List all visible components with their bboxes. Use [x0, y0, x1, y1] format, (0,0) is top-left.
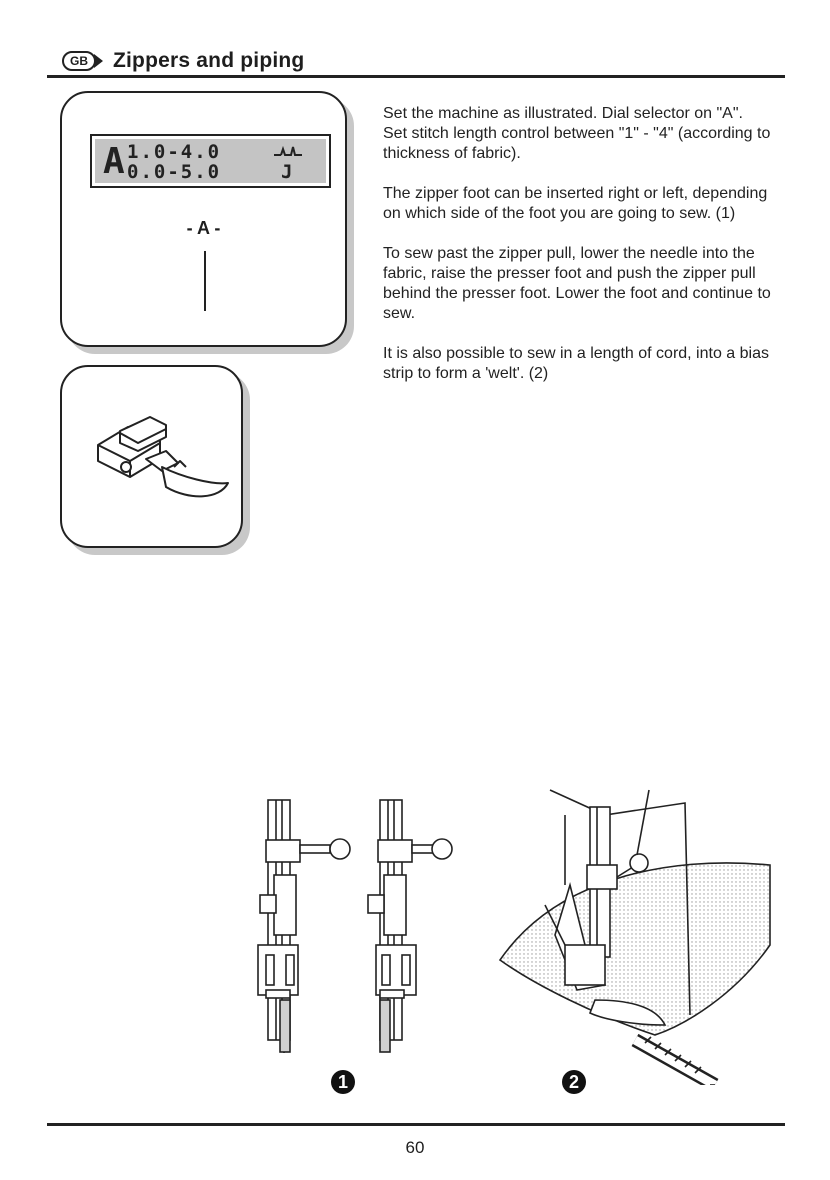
- straight-stitch-line: [204, 251, 206, 311]
- section-header: [62, 46, 304, 76]
- lcd-stitch-width-range: [127, 141, 221, 163]
- instruction-p3: To sew past the zipper pull, lower the needle into the fabric, raise the presser foot and push the zipper pull behind the presser foot. Lower the foot and continue to sew.: [383, 245, 771, 322]
- page-number: 60: [405, 1138, 425, 1157]
- lcd-mode-letter: A: [103, 141, 125, 182]
- figure-marker-2: 2: [562, 1070, 586, 1094]
- zipper-foot-illustration: [240, 795, 470, 1060]
- lcd-width-value: 1.0-4.0: [127, 141, 222, 163]
- lcd-stitch-length-range: [127, 161, 221, 183]
- lcd-display: [90, 134, 331, 188]
- instruction-p1a: Set the machine as illustrated. Dial selector on "A".: [383, 105, 743, 122]
- lcd-foot-letter: J: [281, 161, 293, 183]
- footer-rule: [47, 1123, 785, 1126]
- lcd-length-value: 0.0-5.0: [127, 161, 222, 183]
- lcd-screen: [95, 139, 326, 183]
- stitch-symbol-icon: [273, 145, 303, 159]
- language-badge: [62, 51, 96, 71]
- page-title: Zippers and piping: [113, 49, 305, 72]
- zipper-foot-icon: [62, 367, 241, 546]
- piping-illustration: [495, 785, 780, 1085]
- header-rule: [47, 75, 785, 78]
- lcd-settings-panel: [60, 91, 347, 347]
- instruction-p1b: Set stitch length control between "1" - "4" (according to thickness of fabric).: [383, 125, 771, 162]
- stitch-label: - A -: [186, 218, 221, 238]
- instruction-text: [383, 104, 773, 404]
- language-code: GB: [70, 54, 88, 68]
- instruction-p4: It is also possible to sew in a length of cord, into a bias strip to form a 'welt'. (2): [383, 345, 769, 382]
- zipper-foot-panel: [60, 365, 243, 548]
- instruction-p2: The zipper foot can be inserted right or left, depending on which side of the foot you are going to sew. (1): [383, 185, 768, 222]
- figure-marker-1: 1: [331, 1070, 355, 1094]
